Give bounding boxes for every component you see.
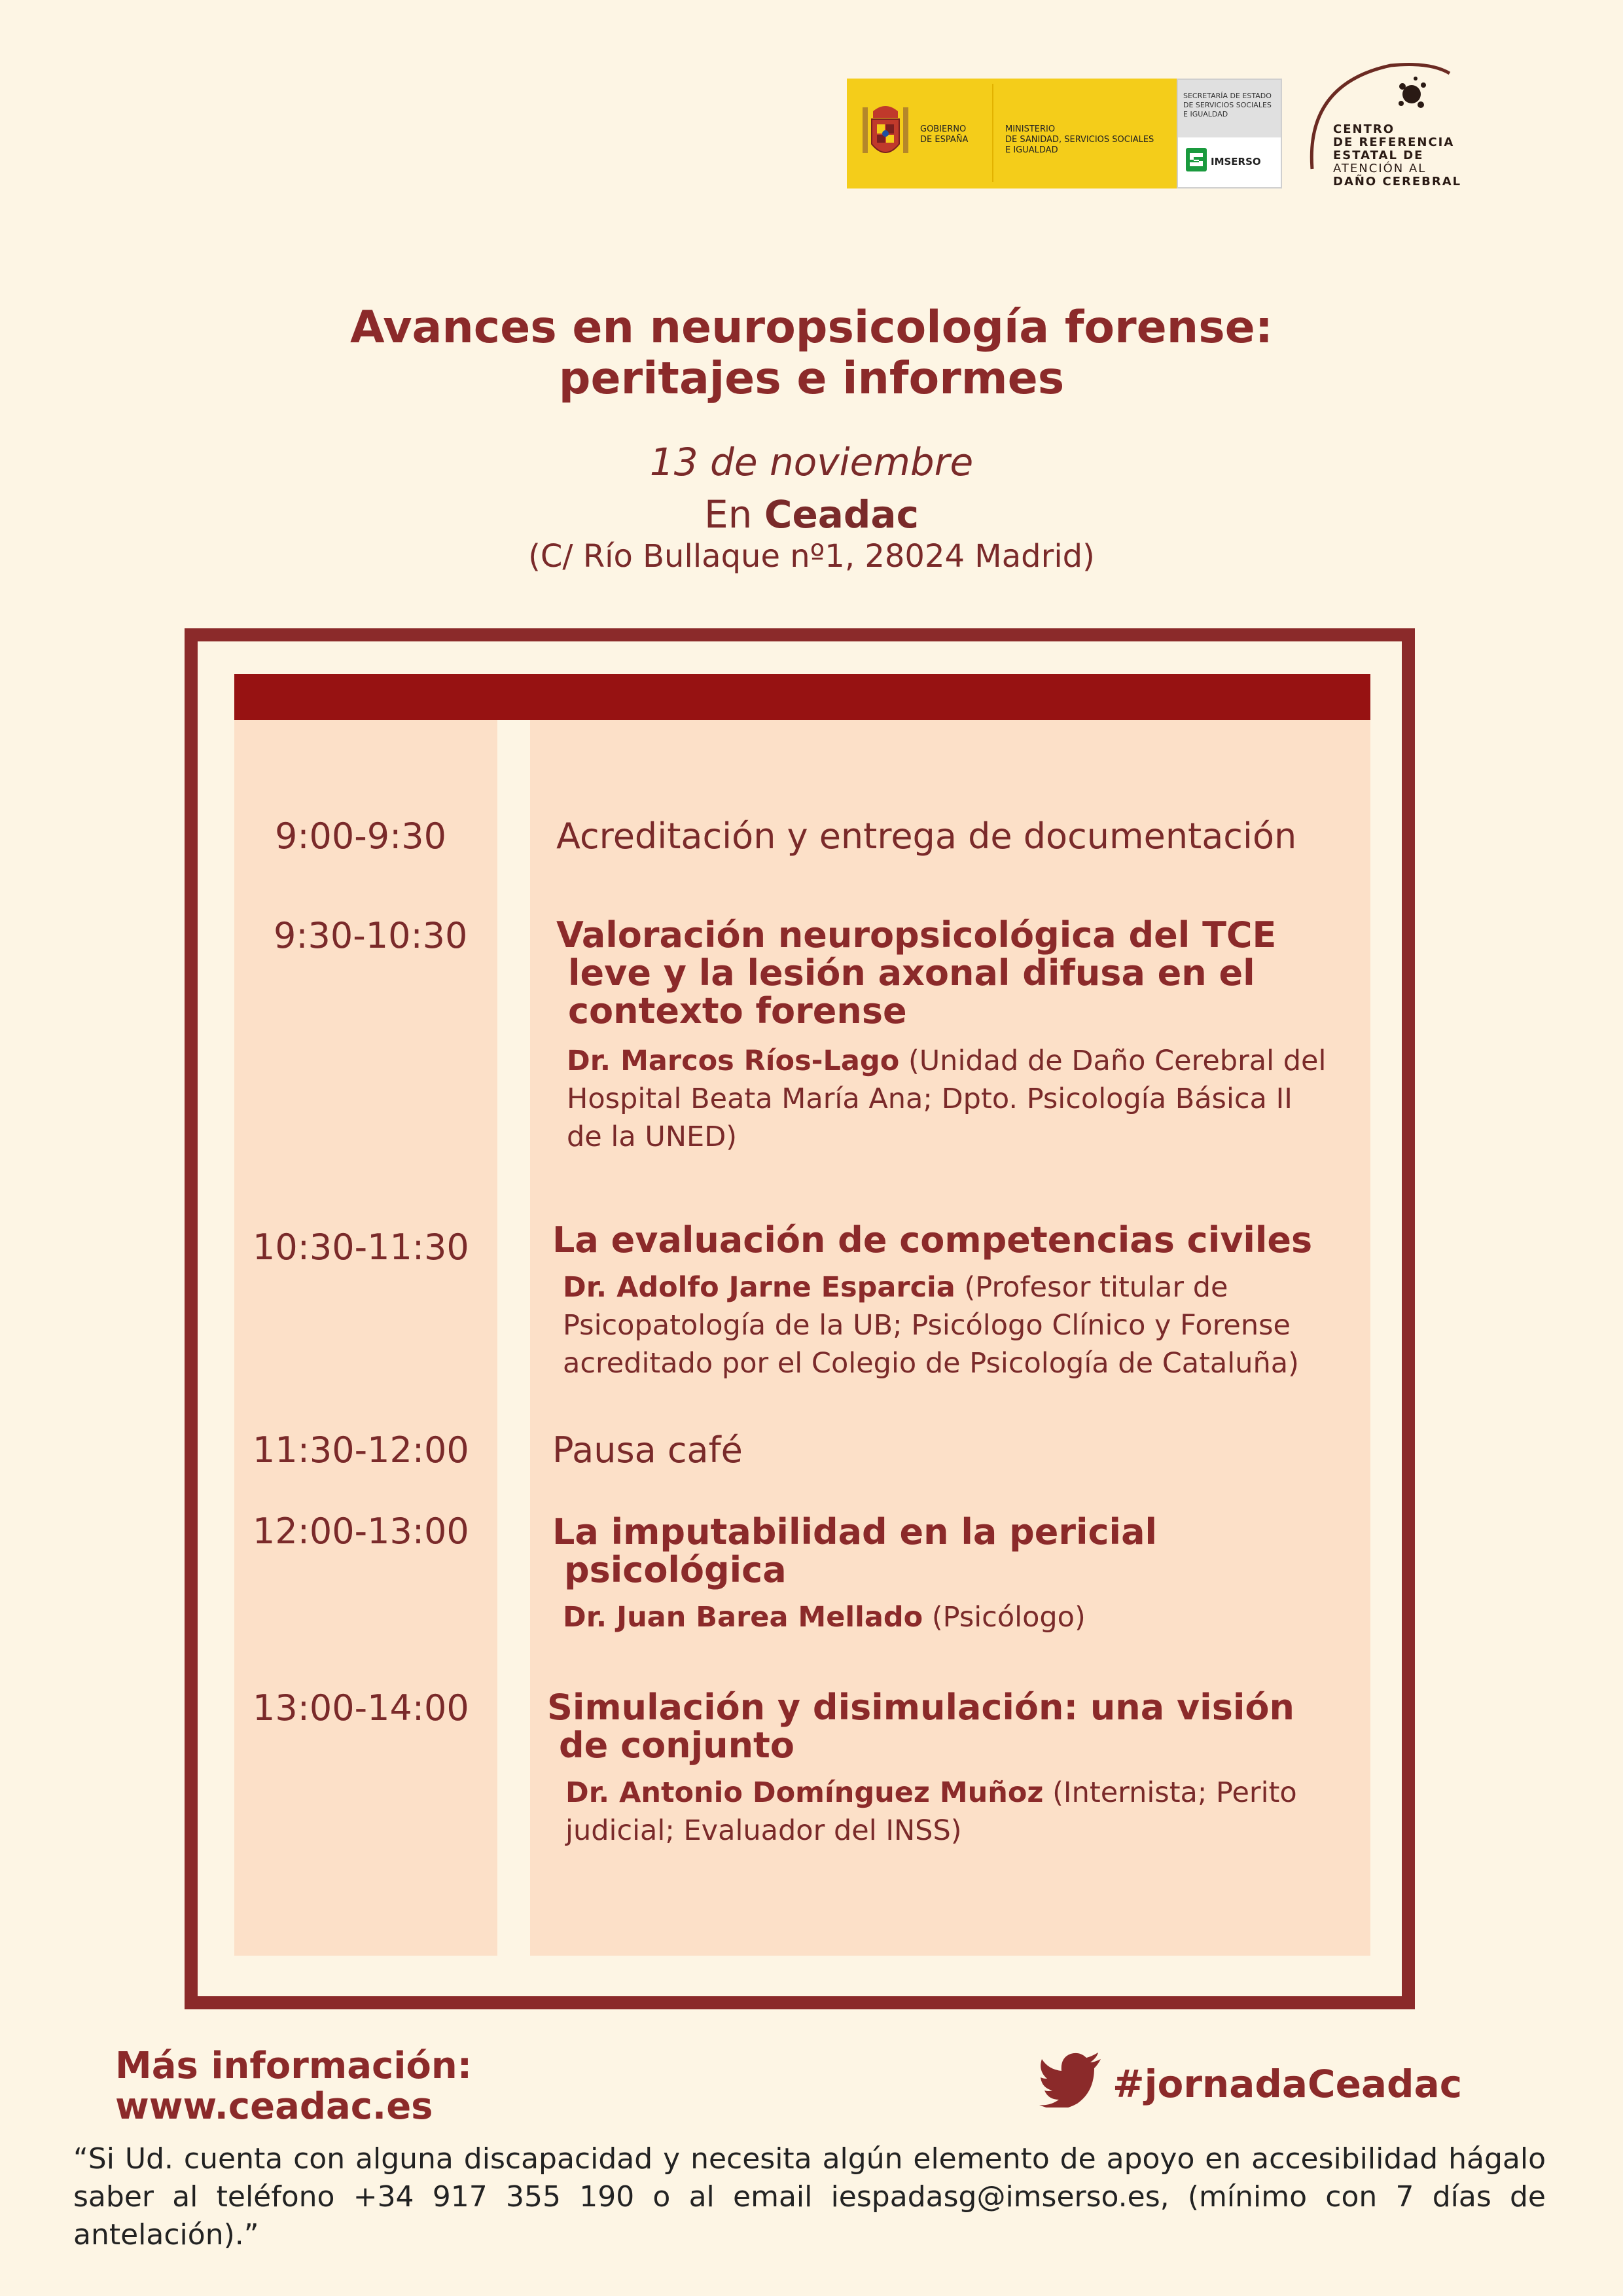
- session-speaker: Dr. Marcos Ríos-Lago (Unidad de Daño Cerebral del Hospital Beata María Ana; Dpto. Psicología Básica II de la UNED): [567, 1045, 1327, 1153]
- time-column: [234, 720, 497, 1956]
- session-text: Acreditación y entrega de documentación: [556, 816, 1297, 857]
- accessibility-disclaimer: “Si Ud. cuenta con alguna discapacidad y necesita algún elemento de apoyo en accesibilidad hágalo saber al teléfono +34 917 355 190 o al email iespadasg@imserso.es, (mínimo con 7 días de antelación).”: [73, 2142, 1546, 2251]
- session-speaker: Dr. Juan Barea Mellado (Psicólogo): [563, 1601, 1086, 1634]
- session-speaker: Dr. Adolfo Jarne Esparcia (Profesor titular de Psicopatología de la UB; Psicólogo Clínico y Forense acreditado por el Colegio de Psicología de Cataluña): [563, 1271, 1299, 1380]
- centro-referencia-text: CENTRO DE REFERENCIA ESTATAL DE ATENCIÓN AL DAÑO CEREBRAL: [1333, 122, 1462, 188]
- imserso-text: IMSERSO: [1211, 156, 1261, 168]
- twitter-bird-icon: [1039, 2053, 1102, 2108]
- ceadac-logo: [1299, 58, 1476, 202]
- imserso-logo: [1177, 79, 1282, 188]
- secretaria-text: SECRETARÍA DE ESTADO DE SERVICIOS SOCIALES E IGUALDAD: [1183, 92, 1272, 118]
- session-time: 9:30-10:30: [274, 915, 468, 956]
- session-title: La evaluación de competencias civiles: [552, 1219, 1313, 1261]
- more-info-label: Más información:: [115, 2045, 473, 2087]
- coat-of-arms-icon: [857, 98, 914, 168]
- website-link[interactable]: www.ceadac.es: [115, 2085, 433, 2128]
- session-title: Simulación y disimulación: una visión de conjunto: [547, 1687, 1294, 1766]
- session-time: 9:00-9:30: [275, 816, 447, 857]
- session-time: 13:00-14:00: [253, 1687, 469, 1729]
- session-title: Valoración neuropsicológica del TCE leve y la lesión axonal difusa en el contexto forense: [556, 914, 1277, 1031]
- session-text: Pausa café: [552, 1429, 743, 1471]
- session-speaker: Dr. Antonio Domínguez Muñoz (Internista; Perito judicial; Evaluador del INSS): [565, 1776, 1297, 1847]
- event-date: 13 de noviembre: [649, 440, 974, 484]
- ministerio-text: MINISTERIO DE SANIDAD, SERVICIOS SOCIALES E IGUALDAD: [1005, 124, 1154, 155]
- logo-divider: [992, 84, 993, 182]
- session-time: 11:30-12:00: [253, 1429, 469, 1471]
- session-time: 12:00-13:00: [253, 1511, 469, 1552]
- event-address: (C/ Río Bullaque nº1, 28024 Madrid): [528, 538, 1095, 575]
- program-header-bar: [234, 674, 1370, 720]
- gobierno-text: GOBIERNO DE ESPAÑA: [920, 124, 969, 145]
- imserso-icon: [1185, 147, 1208, 173]
- hashtag[interactable]: #jornadaCeadac: [1113, 2062, 1463, 2106]
- session-time: 10:30-11:30: [253, 1227, 469, 1268]
- event-title: Avances en neuropsicología forense: peritajes e informes: [349, 302, 1273, 404]
- session-title: La imputabilidad en la pericial psicológica: [552, 1511, 1158, 1590]
- event-venue: En Ceadac: [704, 492, 919, 537]
- more-info: [115, 2046, 472, 2127]
